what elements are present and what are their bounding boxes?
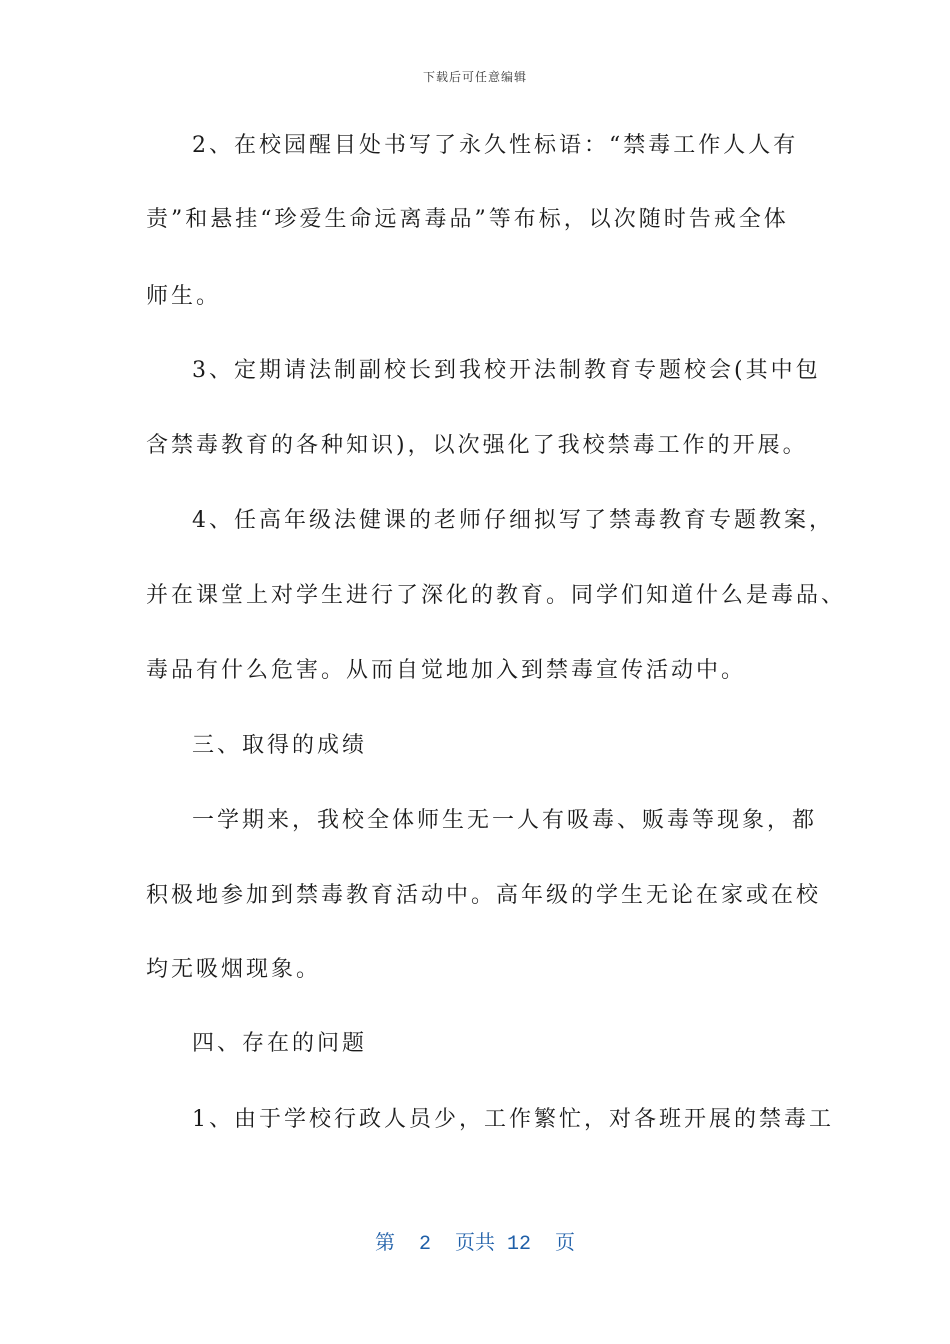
body-line: 均无吸烟现象。 bbox=[146, 957, 322, 982]
body-line: 2、在校园醒目处书写了永久性标语：“禁毒工作人人有 bbox=[192, 133, 799, 158]
section-heading: 三、取得的成绩 bbox=[192, 733, 368, 758]
body-line: 一学期来，我校全体师生无一人有吸毒、贩毒等现象，都 bbox=[192, 808, 818, 833]
body-line: 4、任高年级法健课的老师仔细拟写了禁毒教育专题教案， bbox=[192, 508, 834, 533]
body-line: 毒品有什么危害。从而自觉地加入到禁毒宣传活动中。 bbox=[146, 658, 747, 683]
body-line: 师生。 bbox=[146, 284, 222, 309]
body-line: 1、由于学校行政人员少，工作繁忙，对各班开展的禁毒工 bbox=[192, 1107, 834, 1132]
header-note: 下载后可任意编辑 bbox=[422, 70, 527, 84]
body-line: 3、定期请法制副校长到我校开法制教育专题校会(其中包 bbox=[192, 358, 821, 383]
body-line: 积极地参加到禁毒教育活动中。高年级的学生无论在家或在校 bbox=[146, 883, 822, 908]
body-line: 并在课堂上对学生进行了深化的教育。同学们知道什么是毒品、 bbox=[146, 583, 847, 608]
body-line: 责”和悬挂“珍爱生命远离毒品”等布标，以次随时告戒全体 bbox=[146, 207, 789, 232]
page-number: 第 2 页共 12 页 bbox=[374, 1233, 576, 1256]
body-line: 含禁毒教育的各种知识)，以次强化了我校禁毒工作的开展。 bbox=[146, 433, 808, 458]
section-heading: 四、存在的问题 bbox=[192, 1031, 368, 1056]
